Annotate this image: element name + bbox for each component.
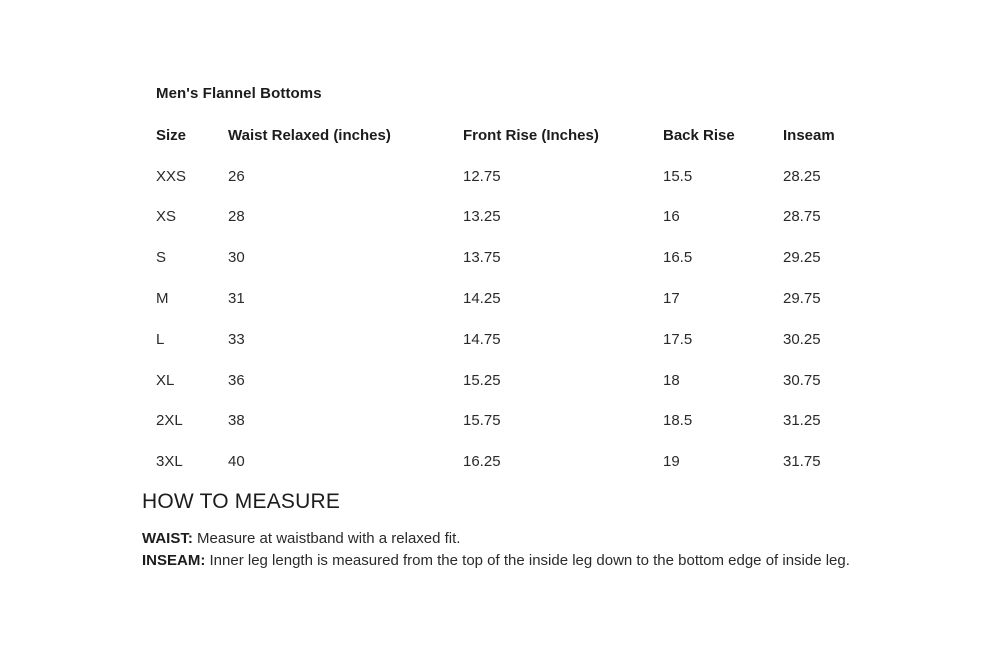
table-row	[156, 441, 856, 482]
cell-waist: 36	[228, 371, 245, 389]
cell-inseam: 29.75	[783, 290, 821, 308]
waist-instruction	[142, 530, 460, 547]
cell-waist: 40	[228, 453, 245, 471]
cell-back-rise: 17.5	[663, 330, 693, 348]
cell-waist: 31	[228, 290, 245, 308]
cell-inseam: 31.25	[783, 412, 821, 430]
header-size: Size	[156, 126, 187, 144]
inseam-instruction	[142, 552, 850, 569]
cell-size: XXS	[156, 167, 187, 185]
cell-back-rise: 18.5	[663, 412, 693, 430]
cell-size: M	[156, 290, 169, 308]
cell-front-rise: 16.25	[463, 453, 501, 471]
cell-waist: 30	[228, 249, 245, 267]
cell-inseam: 31.75	[783, 453, 821, 471]
cell-back-rise: 15.5	[663, 167, 693, 185]
cell-size: 3XL	[156, 453, 183, 471]
cell-front-rise: 12.75	[463, 167, 501, 185]
cell-inseam: 30.25	[783, 330, 821, 348]
cell-size: XS	[156, 208, 177, 226]
cell-inseam: 30.75	[783, 371, 821, 389]
cell-inseam: 28.75	[783, 208, 821, 226]
cell-size: 2XL	[156, 412, 183, 430]
inseam-description: Inner leg length is measured from the top of the inside leg down to the bottom edge of inside leg.	[205, 552, 850, 569]
cell-inseam: 29.25	[783, 249, 821, 267]
cell-back-rise: 18	[663, 371, 680, 389]
table-row	[156, 319, 856, 360]
table-row	[156, 401, 856, 442]
table-row	[156, 237, 856, 278]
how-to-measure-heading: HOW TO MEASURE	[142, 490, 341, 513]
cell-front-rise: 15.25	[463, 371, 501, 389]
inseam-term: INSEAM:	[142, 552, 206, 569]
cell-back-rise: 16.5	[663, 249, 693, 267]
cell-waist: 33	[228, 330, 245, 348]
table-header-row	[156, 115, 856, 156]
waist-term: WAIST:	[142, 530, 193, 547]
cell-size: XL	[156, 371, 175, 389]
size-chart-table	[156, 115, 856, 482]
cell-front-rise: 15.75	[463, 412, 501, 430]
cell-back-rise: 17	[663, 290, 680, 308]
cell-waist: 28	[228, 208, 245, 226]
cell-back-rise: 19	[663, 453, 680, 471]
cell-size: S	[156, 249, 167, 267]
cell-front-rise: 14.75	[463, 330, 501, 348]
size-chart-title: Men's Flannel Bottoms	[156, 85, 322, 102]
cell-waist: 38	[228, 412, 245, 430]
cell-size: L	[156, 330, 165, 348]
header-front-rise: Front Rise (Inches)	[463, 126, 599, 144]
header-waist-relaxed: Waist Relaxed (inches)	[228, 126, 391, 144]
waist-description: Measure at waistband with a relaxed fit.	[192, 530, 461, 547]
cell-front-rise: 14.25	[463, 290, 501, 308]
header-back-rise: Back Rise	[663, 126, 735, 144]
cell-front-rise: 13.25	[463, 208, 501, 226]
cell-inseam: 28.25	[783, 167, 821, 185]
table-row	[156, 278, 856, 319]
header-inseam: Inseam	[783, 126, 835, 144]
cell-back-rise: 16	[663, 208, 680, 226]
cell-waist: 26	[228, 167, 245, 185]
table-row	[156, 156, 856, 197]
table-row	[156, 360, 856, 401]
table-row	[156, 197, 856, 238]
cell-front-rise: 13.75	[463, 249, 501, 267]
